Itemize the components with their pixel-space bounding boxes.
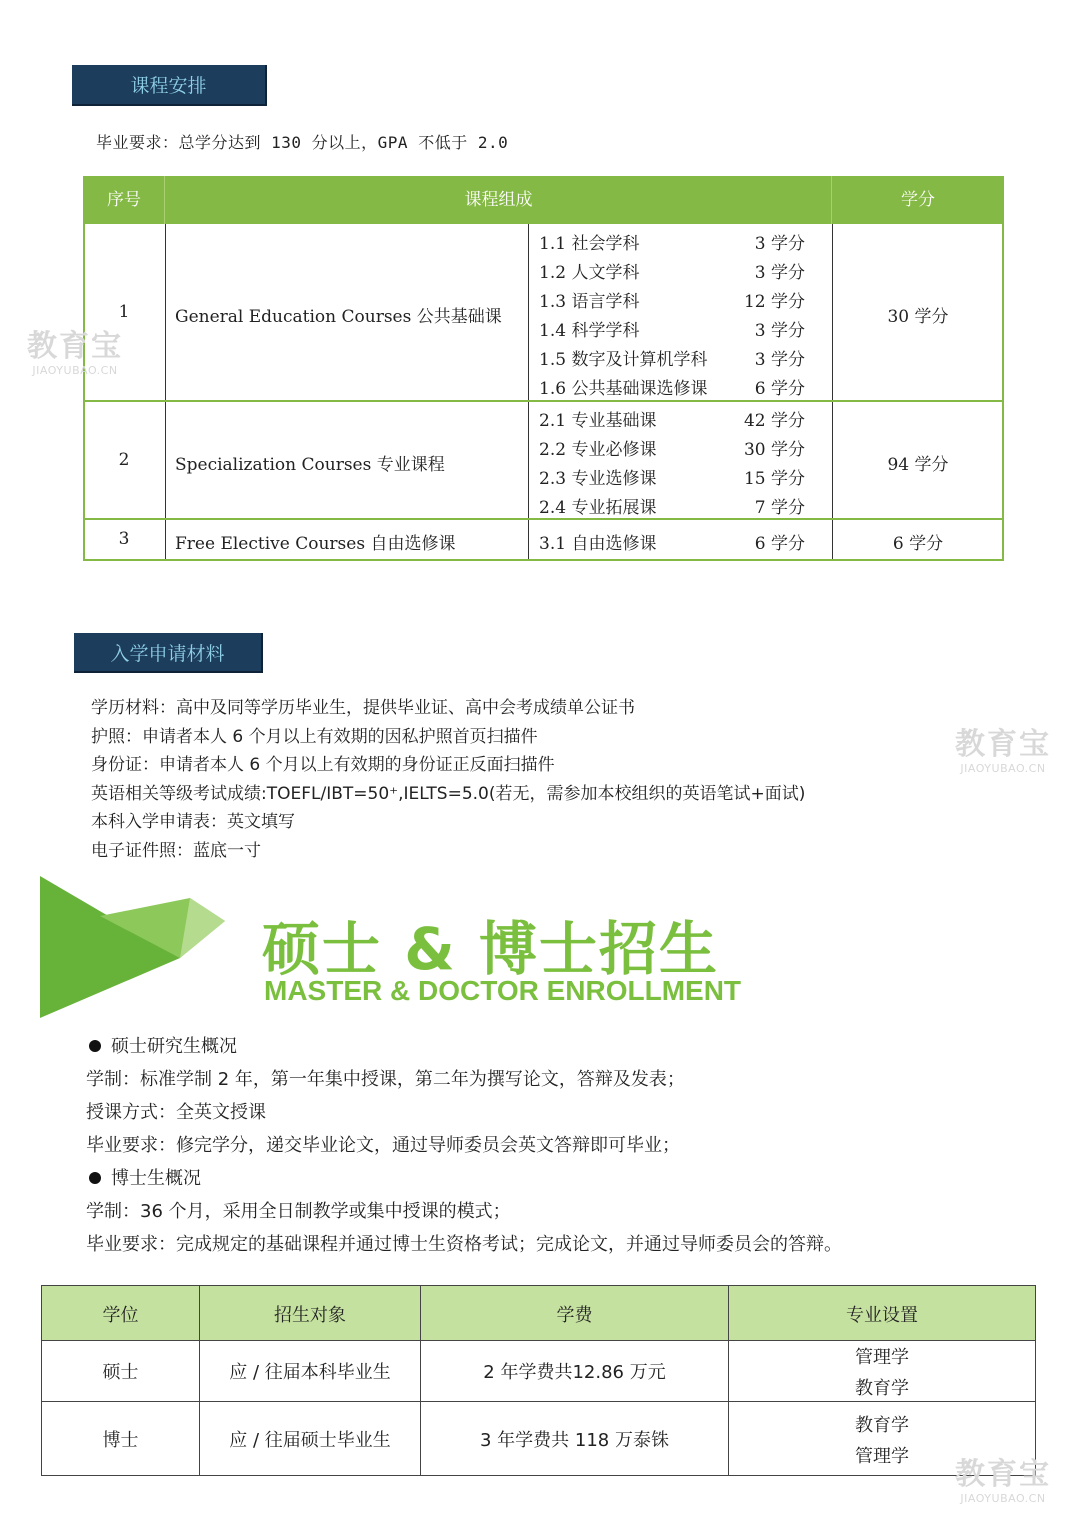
header-no: 序号 [107, 190, 141, 210]
doctor-heading: 博士生概况 [86, 1162, 842, 1195]
list-item: 授课方式：全英文授课 [86, 1102, 266, 1123]
list-item: 英语相关等级考试成绩:TOEFL/IBT=50⁺,IELTS=5.0(若无，需参加本校组织的英语笔试+面试) [91, 783, 806, 804]
sub-course-credit: 6 学分 [754, 534, 805, 554]
course-table-header [83, 176, 1004, 224]
sub-course-credit: 15 学分 [743, 469, 805, 489]
cell-major: 教育学 [855, 1415, 909, 1436]
list-item: 毕业要求：修完学分，递交毕业论文，通过导师委员会英文答辩即可毕业； [86, 1135, 680, 1156]
cell-major: 管理学 [855, 1446, 909, 1467]
row-total-credits: 6 学分 [892, 534, 944, 554]
row-course-name: Specialization Courses 专业课程 [175, 455, 445, 475]
list-item: 护照：申请者本人 6 个月以上有效期的因私护照首页扫描件 [91, 726, 538, 747]
header-target: 招生对象 [274, 1305, 346, 1326]
graduation-requirement: 毕业要求：总学分达到 130 分以上，GPA 不低于 2.0 [96, 133, 509, 152]
section-title: 课程安排 [130, 75, 207, 97]
cell-degree: 博士 [102, 1430, 139, 1451]
header-credits: 学分 [901, 190, 935, 210]
sub-course-credit: 3 学分 [754, 321, 805, 341]
sub-course-credit: 30 学分 [743, 440, 805, 460]
header-composition: 课程组成 [464, 190, 533, 210]
list-item: 学制：标准学制 2 年，第一年集中授课，第二年为撰写论文，答辩及发表； [86, 1069, 685, 1090]
section-tag-application-materials [74, 633, 263, 673]
sub-course-name: 3.1 自由选修课 [539, 534, 657, 554]
sub-course-name: 1.4 科学学科 [539, 321, 640, 341]
list-item: 学制：36 个月，采用全日制教学或集中授课的模式； [86, 1201, 511, 1222]
sub-course-credit: 6 学分 [754, 379, 805, 399]
sub-course-name: 1.6 公共基础课选修课 [539, 379, 708, 399]
watermark-logo: 教育宝 JIAOYUBAO.CN [27, 329, 123, 377]
row-no: 1 [118, 302, 130, 322]
list-item: 电子证件照：蓝底一寸 [91, 840, 261, 861]
application-materials-list [91, 694, 805, 865]
row-no: 3 [118, 529, 130, 549]
bullet-icon [89, 1172, 101, 1184]
degree-overview [86, 1030, 842, 1261]
sub-course-name: 2.3 专业选修课 [539, 469, 657, 489]
row-no: 2 [118, 450, 130, 470]
master-heading: 硕士研究生概况 [86, 1030, 842, 1063]
banner-subtitle: MASTER & DOCTOR ENROLLMENT [264, 975, 742, 1006]
list-item: 学历材料：高中及同等学历毕业生，提供毕业证、高中会考成绩单公证书 [91, 698, 635, 718]
cell-degree: 硕士 [102, 1362, 139, 1383]
cell-fee: 3 年学费共 118 万泰铢 [480, 1430, 669, 1451]
row-course-name: Free Elective Courses 自由选修课 [175, 534, 456, 554]
cell-fee: 2 年学费共12.86 万元 [483, 1362, 666, 1383]
section-title: 入学申请材料 [110, 642, 225, 665]
sub-course-name: 1.3 语言学科 [539, 292, 640, 312]
sub-course-name: 1.2 人文学科 [539, 263, 640, 283]
cell-major: 教育学 [855, 1378, 909, 1399]
banner-triangle-graphic [40, 876, 230, 1021]
row-course-name: General Education Courses 公共基础课 [175, 307, 502, 327]
list-item: 毕业要求：完成规定的基础课程并通过博士生资格考试；完成论文，并通过导师委员会的答辩。 [86, 1234, 842, 1255]
sub-course-credit: 3 学分 [754, 263, 805, 283]
degree-table [41, 1285, 1036, 1476]
bullet-icon [89, 1040, 101, 1052]
banner-title: 硕士 & 博士招生 [262, 915, 719, 983]
sub-course-credit: 7 学分 [754, 498, 805, 518]
header-majors: 专业设置 [846, 1305, 918, 1326]
sub-course-credit: 3 学分 [754, 350, 805, 370]
sub-course-name: 2.1 专业基础课 [539, 411, 657, 431]
sub-course-credit: 12 学分 [743, 292, 805, 312]
sub-course-credit: 42 学分 [743, 411, 805, 431]
cell-target: 应 / 往届本科毕业生 [229, 1362, 391, 1383]
sub-course-name: 2.4 专业拓展课 [539, 498, 657, 518]
header-fee: 学费 [556, 1305, 593, 1326]
sub-course-name: 1.1 社会学科 [539, 234, 640, 254]
row-total-credits: 30 学分 [887, 307, 949, 327]
sub-course-name: 1.5 数字及计算机学科 [539, 350, 708, 370]
cell-major: 管理学 [855, 1347, 909, 1368]
list-item: 本科入学申请表：英文填写 [91, 812, 295, 832]
watermark-logo: 教育宝 JIAOYUBAO.CN [955, 1457, 1051, 1505]
sub-course-credit: 3 学分 [754, 234, 805, 254]
row-total-credits: 94 学分 [887, 455, 949, 475]
sub-course-name: 2.2 专业必修课 [539, 440, 657, 460]
watermark-logo: 教育宝 JIAOYUBAO.CN [955, 727, 1051, 775]
header-degree: 学位 [102, 1305, 139, 1326]
section-tag-course-schedule [72, 65, 267, 106]
cell-target: 应 / 往届硕士毕业生 [229, 1430, 391, 1451]
list-item: 身份证：申请者本人 6 个月以上有效期的身份证正反面扫描件 [91, 755, 555, 775]
